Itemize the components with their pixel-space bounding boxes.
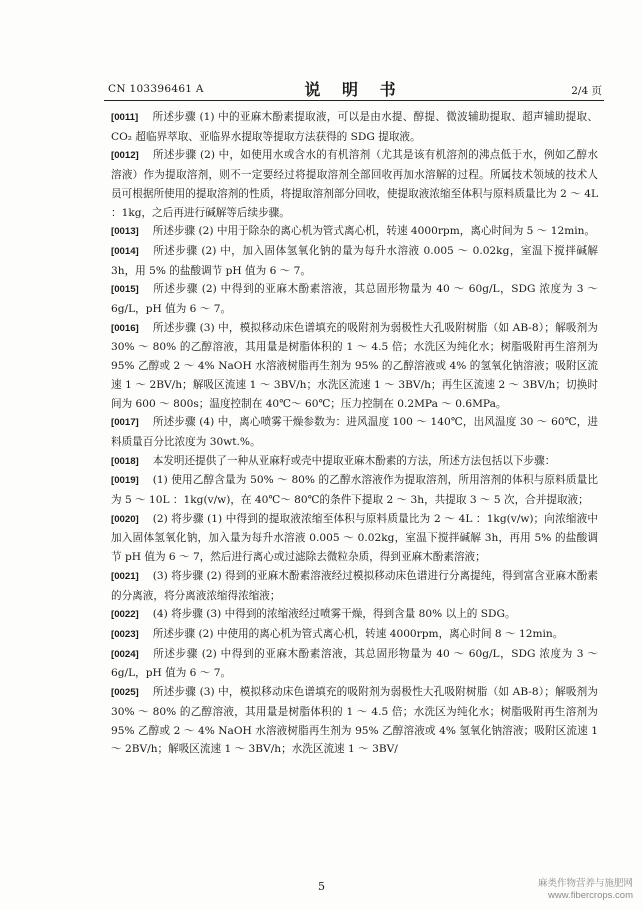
document-body xyxy=(111,108,598,759)
paragraph-text: 所述步骤 (3) 中，模拟移动床色谱填充的吸附剂为弱极性大孔吸附树脂（如 AB-8）；解吸剂为 30% ～ 80% 的乙醇溶液，其用量是树脂体积的 1 ～ 4.5 倍；水洗区为纯化水；树脂吸附再生溶剂为 95% 乙醇或 2 ～ 4% NaOH 水溶液树脂再生剂为 95% 的乙醇溶液或 4% 的氢氧化钠溶液；吸附区流速 1 ～ 2BV/h；解吸区流速 1 ～ 3BV/h；水洗区流速 1 ～ 3BV/h；再生区流速 2 ～ 3BV/h；切换时间为 600 ～ 800s；温度控制在 40℃～ 60℃；压力控制在 0.2MPa ～ 0.6MPa。 xyxy=(111,321,598,410)
paragraph xyxy=(111,605,598,625)
header-rule xyxy=(104,100,604,101)
paragraph-text: 所述步骤 (2) 中，如使用水或含水的有机溶剂（尤其是该有机溶剂的沸点低于水，例如乙醇水溶液）作为提取溶剂，则不一定要经过将提取溶剂全部回收再加水溶解的过程。所属技术领域的技术人员可根据所使用的提取溶剂的性质，将提取溶剂部分回收，使提取液浓缩至体积与原料质量比为 2 ～ 4L ：1kg，之后再进行碱解等后续步骤。 xyxy=(111,149,598,219)
document-title: 说 明 书 xyxy=(304,80,404,99)
paragraph-number: [0019] xyxy=(111,475,139,487)
paragraph-number: [0012] xyxy=(111,150,139,162)
paragraph xyxy=(111,242,598,280)
paragraph-number: [0017] xyxy=(111,417,139,429)
watermark xyxy=(513,878,633,902)
paragraph-number: [0025] xyxy=(111,687,139,699)
paragraph xyxy=(111,108,598,146)
paragraph xyxy=(111,413,598,451)
paragraph xyxy=(111,510,598,567)
paragraph-text: 所述步骤 (2) 中得到的亚麻木酚素溶液，其总固形物量为 40 ～ 60g/L，SDG 浓度为 3 ～ 6g/L，pH 值为 6 ～ 7。 xyxy=(111,283,598,316)
watermark-site-name: 麻类作物营养与施肥网 xyxy=(537,878,633,889)
paragraph-text: (4) 将步骤 (3) 中得到的浓缩液经过喷雾干燥，得到含量 80% 以上的 SDG。 xyxy=(152,608,516,621)
paragraph-text: (3) 将步骤 (2) 得到的亚麻木酚素溶液经过模拟移动床色谱进行分离提纯，得到富含亚麻木酚素的分离液，将分离液浓缩得浓缩液； xyxy=(111,569,598,602)
paragraph-number: [0018] xyxy=(111,455,139,467)
paragraph-number: [0021] xyxy=(111,570,139,582)
paragraph-text: 所述步骤 (3) 中，模拟移动床色谱填充的吸附剂为弱极性大孔吸附树脂（如 AB-8）；解吸剂为 30% ～ 80% 的乙醇溶液，其用量是树脂体积的 1 ～ 4.5 倍；水洗区为纯化水；树脂吸附再生溶剂为 95% 乙醇或 2 ～ 4% NaOH 水溶液树脂再生剂为 95% 乙醇溶液或 4% 氢氧化钠溶液；吸附区流速 1 ～ 2BV/h；解吸区流速 1 ～ 3BV/h；水洗区流速 1 ～ 3BV/ xyxy=(111,686,598,756)
paragraph-number: [0022] xyxy=(111,609,139,621)
watermark-url: www.fibercrops.com xyxy=(548,890,633,901)
paragraph xyxy=(111,645,598,683)
paragraph xyxy=(111,146,598,222)
paragraph-number: [0023] xyxy=(111,628,139,640)
paragraph-text: 本发明还提供了一种从亚麻籽或壳中提取亚麻木酚素的方法，所述方法包括以下步骤： xyxy=(152,454,556,467)
paragraph xyxy=(111,471,598,509)
paragraph-text: 所述步骤 (2) 中得到的亚麻木酚素溶液，其总固形物量为 40 ～ 60g/L，SDG 浓度为 3 ～ 6g/L，pH 值为 6 ～ 7。 xyxy=(111,647,598,680)
paragraph-number: [0020] xyxy=(111,513,139,525)
paragraph-number: [0013] xyxy=(111,226,139,238)
paragraph xyxy=(111,625,598,645)
paragraph-number: [0015] xyxy=(111,284,139,296)
paragraph-text: 所述步骤 (1) 中的亚麻木酚素提取液，可以是由水提、醇提、微波辅助提取、超声辅助提取、CO₂ 超临界萃取、亚临界水提取等提取方法获得的 SDG 提取液。 xyxy=(111,111,598,143)
paragraph-text: 所述步骤 (4) 中，离心喷雾干燥参数为：进风温度 100 ～ 140℃，出风温度 30 ～ 60℃，进料质量百分比浓度为 30wt.%。 xyxy=(111,416,598,448)
page-indicator: 2/4 页 xyxy=(571,85,602,97)
paragraph xyxy=(111,280,598,318)
paragraph-number: [0024] xyxy=(111,648,139,660)
paragraph-text: (2) 将步骤 (1) 中得到的提取液浓缩至体积与原料质量比为 2 ～ 4L ：1kg(v/w)；向浓缩液中加入固体氢氧化钠，加入量为每升水溶液 0.005 ～ 0.02kg，室温下搅拌碱解 3h，再用 5% 的盐酸调节 pH 值为 6 ～ 7，然后进行离心或过滤除去微粒杂质，得到亚麻木酚素溶液； xyxy=(111,512,598,564)
paragraph xyxy=(111,452,598,472)
paragraph-text: (1) 使用乙醇含量为 50% ～ 80% 的乙醇水溶液作为提取溶剂，所用溶剂的体积与原料质量比为 5 ～ 10L ：1kg(v/w)，在 40℃～ 80℃的条件下提取 2 ～ 3h，共提取 3 ～ 5 次，合并提取液； xyxy=(111,474,598,507)
patent-number: CN 103396461 A xyxy=(108,83,204,95)
paragraph-text: 所述步骤 (2) 中，加入固体氢氧化钠的量为每升水溶液 0.005 ～ 0.02kg，室温下搅拌碱解 3h，用 5% 的盐酸调节 pH 值为 6 ～ 7。 xyxy=(111,244,598,277)
page-header xyxy=(104,77,604,101)
paragraph xyxy=(111,222,598,242)
paragraph xyxy=(111,319,598,414)
paragraph-number: [0011] xyxy=(111,112,139,123)
paragraph-text: 所述步骤 (2) 中用于除杂的离心机为管式离心机，转速 4000rpm，离心时间为 5 ～ 12min。 xyxy=(152,225,596,238)
paragraph xyxy=(111,567,598,605)
paragraph-number: [0016] xyxy=(111,322,139,334)
paragraph-text: 所述步骤 (2) 中使用的离心机为管式离心机，转速 4000rpm，离心时间 8 ～ 12min。 xyxy=(152,627,564,640)
paragraph-number: [0014] xyxy=(111,245,139,257)
paragraph xyxy=(111,683,598,759)
page-number: 5 xyxy=(318,880,325,893)
